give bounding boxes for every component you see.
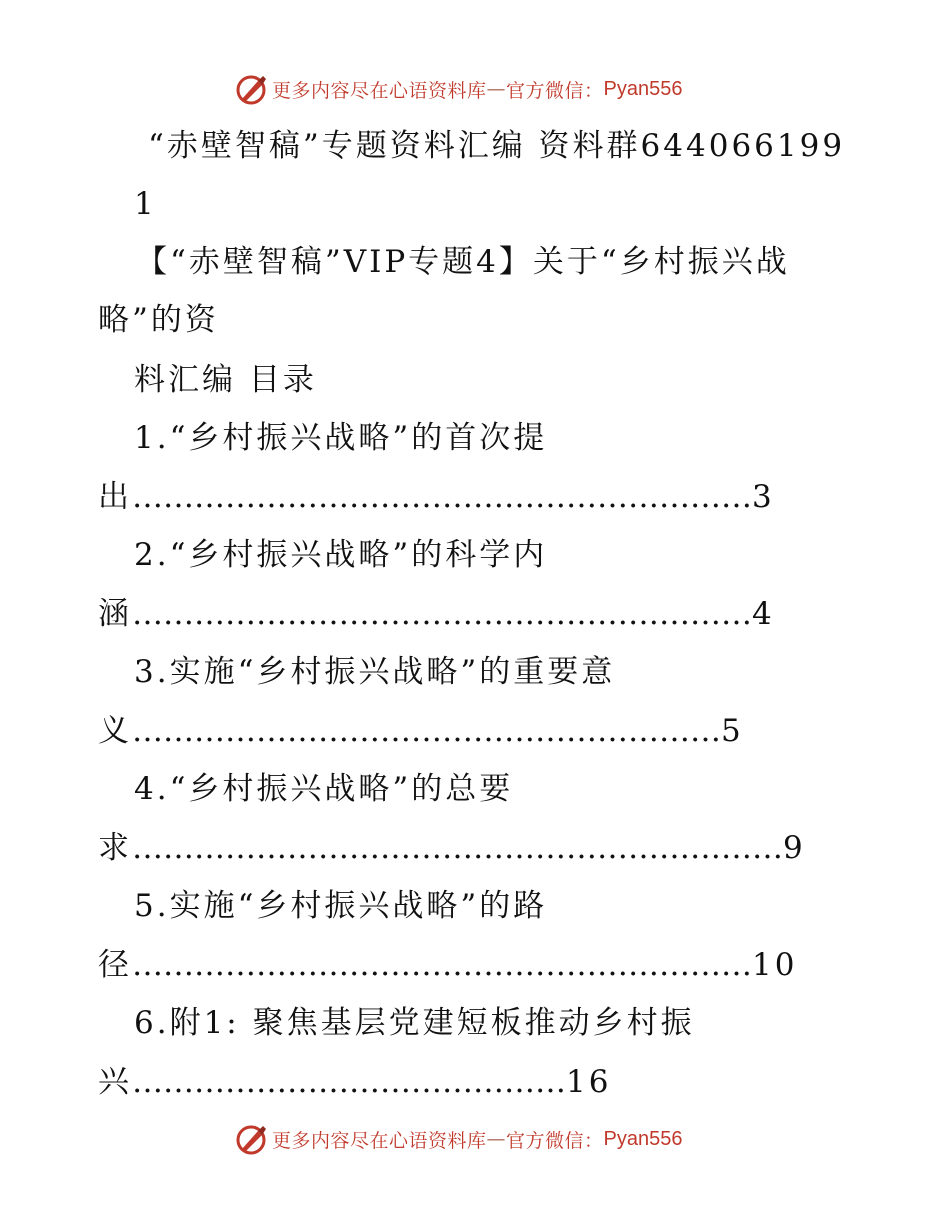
toc-page-2: 4 — [752, 596, 775, 632]
toc-leader-2 — [98, 594, 775, 634]
toc-leader-1 — [98, 477, 775, 517]
toc-dots-1: …………………………………………………… — [132, 479, 752, 515]
watermark-separator: — — [486, 1128, 507, 1150]
watermark-separator: — — [486, 78, 507, 100]
doc-title-line-2: 略”的资 — [98, 302, 219, 338]
toc-page-5: 10 — [752, 947, 798, 983]
toc-heading-1: 1.“乡村振兴战略”的首次提 — [134, 420, 548, 456]
pen-logo-icon — [236, 1123, 268, 1155]
toc-dots-5: …………………………………………………… — [132, 947, 752, 983]
toc-lead-5: 径 — [98, 947, 132, 983]
toc-page-1: 3 — [752, 479, 775, 515]
toc-lead-1: 出 — [98, 479, 132, 515]
toc-heading-2: 2.“乡村振兴战略”的科学内 — [134, 537, 548, 573]
toc-leader-6 — [98, 1062, 611, 1102]
toc-leader-5 — [98, 945, 797, 985]
watermark-id: Pyan556 — [603, 77, 683, 100]
toc-lead-4: 求 — [98, 830, 132, 866]
page-number: 1 — [134, 186, 157, 222]
watermark-text: 更多内容尽在心语资料库 — [272, 79, 487, 102]
toc-dots-2: …………………………………………………… — [132, 596, 752, 632]
watermark-text: 更多内容尽在心语资料库 — [272, 1129, 487, 1152]
toc-leader-3 — [98, 711, 744, 751]
watermark-suffix: 官方微信： — [506, 79, 604, 102]
header-line: “赤壁智稿”专题资料汇编 资料群644066199 — [148, 128, 846, 164]
toc-page-4: 9 — [783, 830, 806, 866]
watermark-id: Pyan556 — [603, 1127, 683, 1150]
toc-heading-3: 3.实施“乡村振兴战略”的重要意 — [134, 654, 616, 690]
toc-heading-6: 6.附1: 聚焦基层党建短板推动乡村振 — [134, 1005, 695, 1041]
toc-lead-2: 涵 — [98, 596, 132, 632]
pen-logo-icon — [236, 73, 268, 105]
doc-title-line-3: 料汇编 目录 — [134, 362, 317, 398]
toc-page-3: 5 — [721, 713, 744, 749]
watermark-top — [236, 73, 683, 105]
toc-leader-4 — [98, 828, 806, 868]
toc-heading-5: 5.实施“乡村振兴战略”的路 — [134, 888, 548, 924]
watermark-bottom — [236, 1123, 683, 1155]
watermark-suffix: 官方微信： — [506, 1129, 604, 1152]
toc-dots-3: ………………………………………………… — [132, 713, 721, 749]
toc-lead-3: 义 — [98, 713, 132, 749]
toc-dots-4: ……………………………………………………… — [132, 830, 783, 866]
toc-dots-6: …………………………………… — [132, 1064, 566, 1100]
toc-page-6: 16 — [566, 1064, 612, 1100]
toc-heading-4: 4.“乡村振兴战略”的总要 — [134, 771, 514, 807]
toc-lead-6: 兴 — [98, 1064, 132, 1100]
doc-title-line-1: 【“赤壁智稿”VIP专题4】关于“乡村振兴战 — [136, 244, 790, 280]
